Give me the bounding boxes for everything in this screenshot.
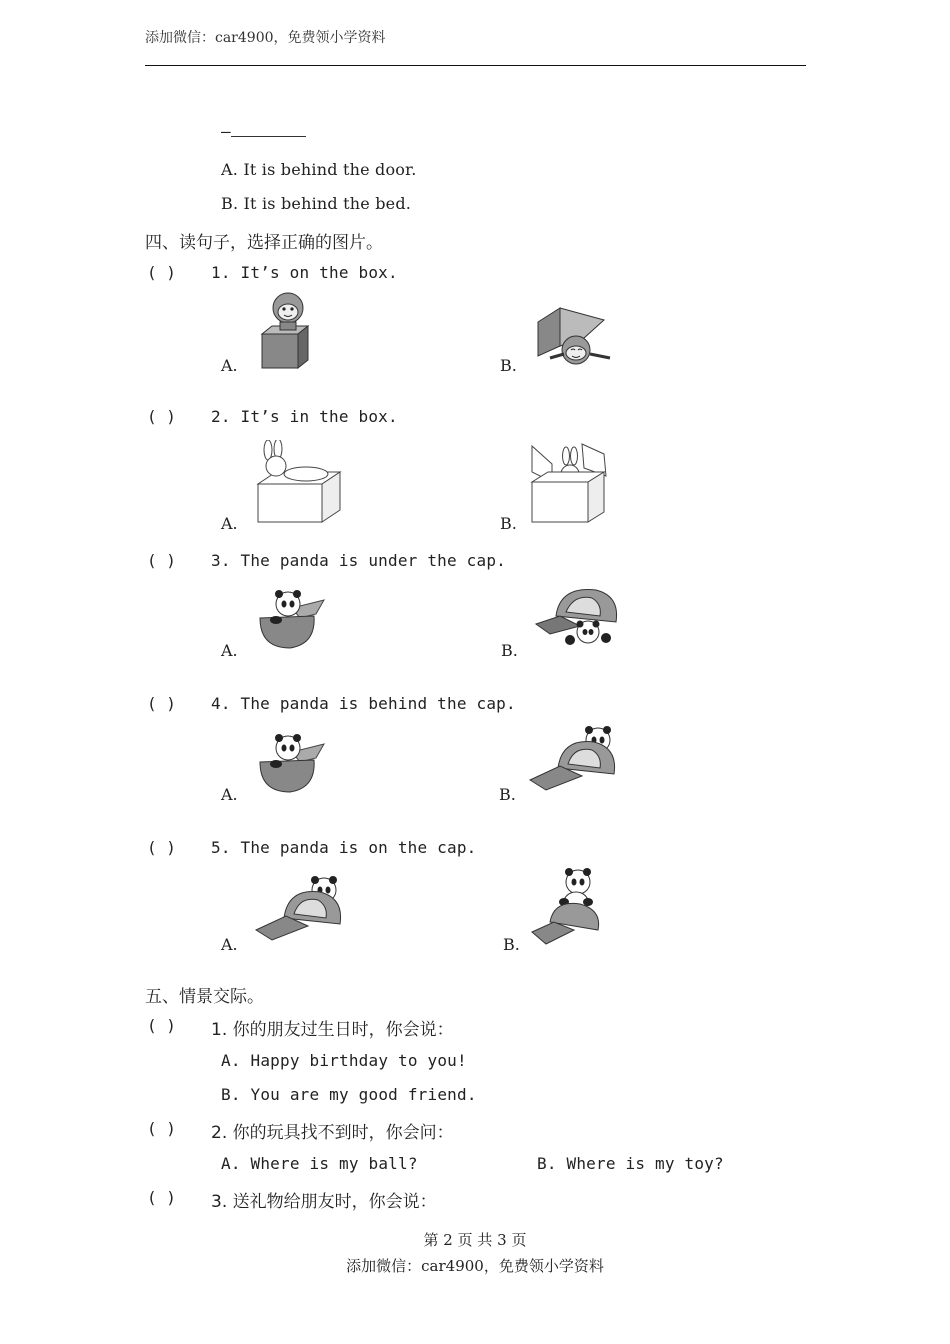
choice-b-label: B. bbox=[500, 514, 517, 533]
answer-blank: — bbox=[221, 122, 306, 141]
option-b: B. It is behind the bed. bbox=[221, 194, 412, 213]
option-a: A. Happy birthday to you! bbox=[221, 1051, 467, 1070]
answer-paren: ( ) bbox=[147, 1119, 176, 1138]
choice-b-label: B. bbox=[500, 356, 517, 375]
panda-behind-cap-icon bbox=[528, 722, 622, 794]
page-footer: 添加微信：car4900，免费领小学资料 bbox=[346, 1257, 604, 1275]
answer-paren: ( ) bbox=[147, 1016, 176, 1035]
choice-b-label: B. bbox=[501, 641, 518, 660]
answer-paren: ( ) bbox=[147, 838, 176, 857]
question-text: 3. The panda is under the cap. bbox=[211, 551, 506, 570]
choice-a-label: A. bbox=[221, 356, 238, 375]
option-a: A. It is behind the door. bbox=[221, 160, 417, 179]
option-b: B. You are my good friend. bbox=[221, 1085, 477, 1104]
question-text: 2. It’s in the box. bbox=[211, 407, 398, 426]
question-text: 3. 送礼物给朋友时，你会说： bbox=[211, 1192, 437, 1212]
section-5-title: 五、情景交际。 bbox=[145, 987, 264, 1007]
option-b: B. Where is my toy? bbox=[537, 1154, 724, 1173]
rabbit-on-box-icon bbox=[250, 440, 350, 526]
answer-paren: ( ) bbox=[147, 407, 176, 426]
choice-a-label: A. bbox=[221, 935, 238, 954]
choice-b-label: B. bbox=[503, 935, 520, 954]
question-text: 4. The panda is behind the cap. bbox=[211, 694, 516, 713]
question-text: 1. It’s on the box. bbox=[211, 263, 398, 282]
choice-a-label: A. bbox=[221, 514, 238, 533]
option-a: A. Where is my ball? bbox=[221, 1154, 418, 1173]
panda-in-cap-icon bbox=[256, 584, 328, 652]
panda-behind-cap-icon bbox=[254, 872, 348, 944]
question-text: 5. The panda is on the cap. bbox=[211, 838, 477, 857]
monkey-under-box-icon bbox=[530, 302, 622, 368]
panda-in-cap-icon bbox=[256, 728, 328, 796]
choice-a-label: A. bbox=[221, 785, 238, 804]
question-text: 2. 你的玩具找不到时，你会问： bbox=[211, 1123, 454, 1143]
panda-on-cap-icon bbox=[530, 866, 604, 948]
rabbit-in-box-icon bbox=[528, 442, 610, 526]
page-number: 第 2 页 共 3 页 bbox=[423, 1231, 527, 1249]
choice-a-label: A. bbox=[221, 641, 238, 660]
section-4-title: 四、读句子，选择正确的图片。 bbox=[145, 233, 383, 253]
answer-paren: ( ) bbox=[147, 263, 176, 282]
answer-paren: ( ) bbox=[147, 1188, 176, 1207]
choice-b-label: B. bbox=[499, 785, 516, 804]
answer-paren: ( ) bbox=[147, 551, 176, 570]
monkey-on-box-icon bbox=[250, 290, 320, 372]
answer-paren: ( ) bbox=[147, 694, 176, 713]
question-text: 1. 你的朋友过生日时，你会说： bbox=[211, 1020, 454, 1040]
page-header: 添加微信：car4900，免费领小学资料 bbox=[145, 30, 386, 46]
header-divider bbox=[145, 65, 806, 66]
panda-under-cap-icon bbox=[530, 582, 624, 650]
